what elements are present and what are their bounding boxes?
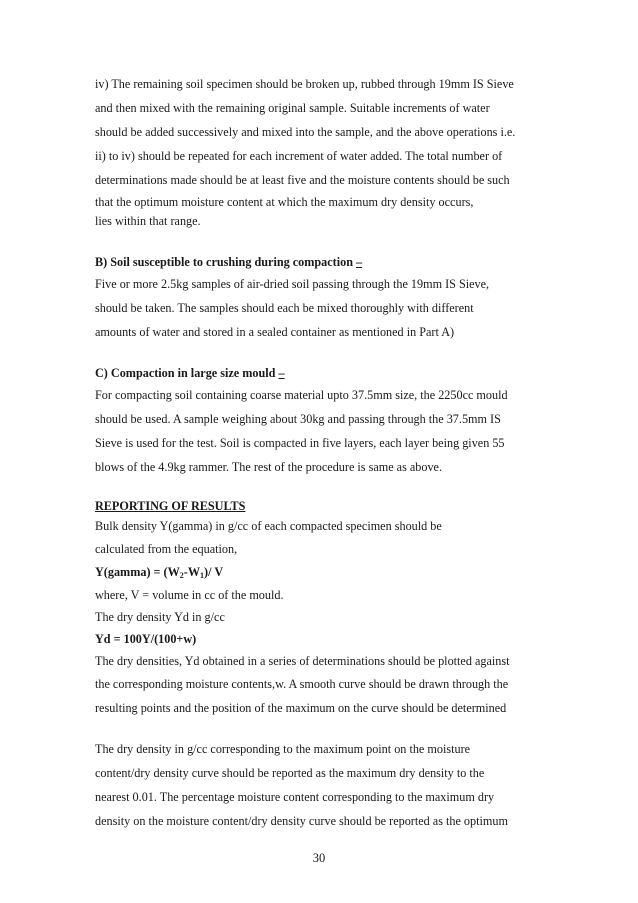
text-line: The dry density in g/cc corresponding to the maximum point on the moisture [95,742,471,756]
text-line: The dry density Yd in g/cc [95,610,225,624]
text-line: determinations made should be at least five and the moisture contents should be such [95,173,510,187]
formula-subscript: 2 [179,571,184,580]
heading-text: C) Compaction in large size mould [95,366,276,380]
formula-bulk-density [95,564,223,580]
text-line: should be added successively and mixed into the sample, and the above operations i.e. [95,125,516,139]
text-line: where, V = volume in cc of the mould. [95,588,284,602]
text-line: iv) The remaining soil specimen should be broken up, rubbed through 19mm IS Sieve [95,77,514,91]
text-line: resulting points and the position of the maximum on the curve should be determined [95,701,507,715]
section-b-heading [95,254,362,270]
text-line: Sieve is used for the test. Soil is compacted in five layers, each layer being given 55 [95,436,505,450]
text-line: calculated from the equation, [95,542,238,556]
text-line: content/dry density curve should be reported as the maximum dry density to the [95,766,485,780]
text-line: Bulk density Y(gamma) in g/cc of each compacted specimen should be [95,519,442,533]
text-line: blows of the 4.9kg rammer. The rest of the procedure is same as above. [95,460,443,474]
text-line: should be used. A sample weighing about 30kg and passing through the 37.5mm IS [95,412,501,426]
text-line: amounts of water and stored in a sealed container as mentioned in Part A) [95,325,455,339]
text-line: density on the moisture content/dry density curve should be reported as the optimum [95,814,508,828]
text-line: that the optimum moisture content at which the maximum dry density occurs, [95,195,474,209]
text-line: ii) to iv) should be repeated for each increment of water added. The total number of [95,149,503,163]
text-line: and then mixed with the remaining original sample. Suitable increments of water [95,101,490,115]
formula-part: )/ V [204,565,224,579]
text-line: the corresponding moisture contents,w. A smooth curve should be drawn through the [95,677,509,691]
formula-subscript: 1 [200,571,205,580]
formula-part: -W [183,565,201,579]
text-line: lies within that range. [95,214,201,228]
reporting-heading: REPORTING OF RESULTS [95,499,246,513]
formula-dry-density: Yd = 100Y/(100+w) [95,632,197,646]
heading-dash: – [356,255,363,269]
text-line: Five or more 2.5kg samples of air-dried soil passing through the 19mm IS Sieve, [95,277,490,291]
text-line: For compacting soil containing coarse material upto 37.5mm size, the 2250cc mould [95,388,508,402]
page-number: 30 [312,851,326,865]
heading-text: B) Soil susceptible to crushing during compaction [95,255,353,269]
text-line: The dry densities, Yd obtained in a series of determinations should be plotted against [95,654,510,668]
formula-part: Y(gamma) = (W [95,565,180,579]
section-c-heading [95,365,285,381]
heading-dash: – [278,366,285,380]
text-line: nearest 0.01. The percentage moisture content corresponding to the maximum dry [95,790,495,804]
text-line: should be taken. The samples should each be mixed thoroughly with different [95,301,474,315]
